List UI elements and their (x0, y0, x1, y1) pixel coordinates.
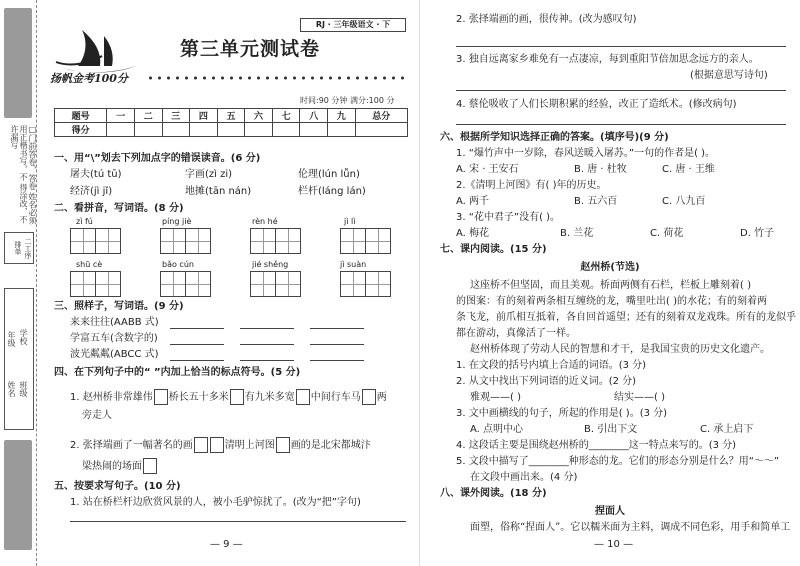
option: C. 八九百 (662, 196, 706, 207)
gray-block-bottom (4, 440, 32, 550)
time-info: 时间:90 分钟 满分:100 分 (300, 96, 395, 105)
option: B. 兰花 (560, 228, 594, 239)
answer-line[interactable] (456, 124, 786, 125)
s3-item: 来来往往(AABB 式) (70, 317, 159, 328)
s5-question-2: 2. 张择端画的画，很传神。(改为感叹句) (456, 14, 637, 25)
s6-question-3: 3. “花中君子”没有( )。 (456, 212, 561, 223)
s1-item: 字画(zì zi) (185, 169, 233, 180)
passage-line: 面塑，俗称“捏面人”。它以糯米面为主料，调成不同色彩，用手和简单工 (470, 522, 791, 533)
punct-box[interactable] (210, 437, 224, 453)
page-number-right: — 10 — (594, 539, 634, 550)
score-header-cell: 总分 (355, 109, 407, 123)
cut-line (36, 0, 37, 566)
gray-block-top (4, 8, 32, 118)
option: D. 竹子 (740, 228, 775, 239)
name-label: 姓名 (7, 381, 16, 397)
score-cell[interactable] (327, 123, 355, 137)
char-grid[interactable] (160, 228, 210, 252)
page-number-left: — 9 — (210, 539, 243, 550)
pinyin: jì suàn (340, 260, 367, 269)
s3-item: 学富五车(含数字的) (70, 333, 158, 344)
s4-question-2-cont (82, 458, 158, 474)
score-header-row (55, 109, 408, 123)
score-cell[interactable] (107, 123, 135, 137)
pinyin: jié shěng (252, 260, 289, 269)
r-question-2-a: 雅观——( ) (470, 392, 521, 403)
s5-question-3: 3. 独自远离家乡难免有一点凄凉，每到重阳节倍加思念远方的亲人。 (456, 54, 759, 65)
score-value-row (55, 123, 408, 137)
punct-box[interactable] (230, 389, 244, 405)
passage-line: 的图案：有的刻着两条相互缠绕的龙，嘴里吐出( )的水花；有的刻着两 (456, 296, 767, 307)
score-cell[interactable] (190, 123, 218, 137)
s6-question-1: 1. “爆竹声中一岁除，春风送暖入屠苏。”一句的作者是( )。 (456, 148, 716, 159)
punct-box[interactable] (296, 389, 310, 405)
option: B. 五六百 (574, 196, 618, 207)
answer-line[interactable] (310, 360, 364, 361)
r-question-3: 3. 文中画横线的句子，所起的作用是( )。(3 分) (456, 408, 668, 419)
reading2-title: 捏面人 (595, 506, 625, 517)
passage-line: 都在游动，真像活了一样。 (456, 328, 576, 339)
char-grid[interactable] (250, 271, 300, 295)
s1-item: 经济(jì jǐ) (70, 186, 113, 197)
score-header-cell: 六 (245, 109, 273, 123)
grade-label: 年级 (7, 331, 16, 347)
char-grid[interactable] (70, 228, 120, 252)
option: A. 点明中心 (470, 424, 524, 435)
option: B. 引出下文 (584, 424, 638, 435)
option: A. 宋 · 王安石 (456, 164, 519, 175)
char-grid[interactable] (160, 271, 210, 295)
answer-line[interactable] (170, 328, 224, 329)
s4-question-2 (70, 437, 371, 453)
pinyin: rèn hé (252, 217, 278, 226)
s6-question-2: 2.《清明上河图》有( )年的历史。 (456, 180, 607, 191)
section-2-title: 二、看拼音，写词语。(8 分) (54, 203, 184, 214)
passage-line: 条飞龙，前爪相互抵着，各自回首遥望；还有的刻着双龙戏珠。所有的龙似乎 (456, 312, 796, 323)
score-cell[interactable] (134, 123, 162, 137)
option: C. 唐 · 王维 (662, 164, 715, 175)
score-header-cell: 题号 (55, 109, 107, 123)
char-grid[interactable] (340, 271, 390, 295)
option: B. 唐 · 杜牧 (574, 164, 627, 175)
punct-box[interactable] (362, 389, 376, 405)
r-question-2-b: 结实——( ) (614, 392, 665, 403)
char-grid[interactable] (250, 228, 300, 252)
strip-instructions: □门前答卷，答卷 姓名必须用正楷书写，不 得涂改，不许漏写 (10, 125, 37, 225)
option: A. 两千 (456, 196, 490, 207)
answer-line[interactable] (456, 90, 786, 91)
section-5-title: 五、按要求写句子。(10 分) (54, 481, 181, 492)
passage-line: 赵州桥体现了劳动人民的智慧和才干，是我国宝贵的历史文化遗产。 (470, 344, 770, 355)
page-fold (419, 0, 420, 566)
class-label: 班级 (19, 381, 28, 397)
grade-badge: RJ · 三年级语文 · 下 (300, 18, 406, 32)
score-header-cell: 三 (162, 109, 190, 123)
s4-text: 桥长五十多米 (168, 392, 229, 403)
student-info-box (4, 288, 34, 430)
score-header-cell: 五 (217, 109, 245, 123)
pinyin: bǎo cún (162, 260, 194, 269)
pinyin: zì fú (76, 217, 93, 226)
section-8-title: 八、课外阅读。(18 分) (440, 488, 547, 499)
s4-text: 清明上河图 (224, 440, 275, 451)
score-cell[interactable] (245, 123, 273, 137)
answer-line[interactable] (456, 46, 786, 47)
reading-title: 赵州桥(节选) (580, 262, 640, 273)
s4-text: 2. 张择端画了一幅著名的画 (70, 440, 193, 451)
r-question-1: 1. 在文段的括号内填上合适的词语。(3 分) (456, 360, 647, 371)
s4-text: 有九米多宽 (244, 392, 295, 403)
option: C. 承上启下 (700, 424, 754, 435)
s4-text: 旁走人 (82, 410, 112, 421)
s1-item: 屠夫(tú tū) (70, 169, 122, 180)
punct-box[interactable] (143, 458, 157, 474)
binding-strip (0, 0, 38, 566)
r-question-5: 5. 文段中描写了________种形态的龙。它们的形态分别是什么？用“～～” (456, 456, 780, 467)
score-row-label: 得分 (55, 123, 107, 137)
section-1-title: 一、用“\”划去下列加点字的错误读音。(6 分) (54, 153, 261, 164)
section-7-title: 七、课内阅读。(15 分) (440, 244, 547, 255)
pinyin: shū cè (76, 260, 103, 269)
answer-line[interactable] (170, 360, 224, 361)
s1-item: 栏杆(láng lán) (298, 186, 366, 197)
s1-item: 伦理(lún lǚn) (298, 169, 360, 180)
pinyin: píng jiè (162, 217, 192, 226)
s4-text: 1. 赵州桥非常雄伟 (70, 392, 153, 403)
answer-line[interactable] (170, 344, 224, 345)
s4-question-1 (70, 389, 387, 405)
section-4-title: 四、在下列句子中的“ ”内加上恰当的标点符号。(5 分) (54, 367, 301, 378)
s4-text: 梁热闹的场面 (82, 461, 142, 472)
option: C. 荷花 (650, 228, 684, 239)
answer-line[interactable] (240, 344, 294, 345)
section-6-title: 六、根据所学知识选择正确的答案。(填序号)(9 分) (440, 132, 669, 143)
score-header-cell: 七 (272, 109, 300, 123)
section-3-title: 三、照样子，写词语。(9 分) (54, 301, 184, 312)
pinyin: jì lì (344, 217, 356, 226)
s5-question-4: 4. 蔡伦吸收了人们长期积累的经验，改正了造纸术。(修改病句) (456, 99, 737, 110)
score-cell[interactable] (355, 123, 407, 137)
score-cell[interactable] (217, 123, 245, 137)
char-grid[interactable] (70, 271, 120, 295)
score-cell[interactable] (300, 123, 328, 137)
page-title: 第三单元测试卷 (179, 38, 320, 60)
punct-box[interactable] (276, 437, 290, 453)
s4-text: 画的是北宋都城汴 (290, 440, 371, 451)
school-label: 学校 (19, 329, 28, 345)
punct-box[interactable] (194, 437, 208, 453)
answer-line[interactable] (310, 344, 364, 345)
s4-text: 两 (376, 392, 387, 403)
strip-label-box: 二工序 排单 (4, 232, 34, 264)
score-header-cell: 二 (134, 109, 162, 123)
answer-line[interactable] (240, 360, 294, 361)
s4-text: 中间行车马 (310, 392, 361, 403)
score-table (54, 108, 408, 137)
s5-question-1: 1. 站在桥栏杆边欣赏风景的人，被小毛驴惊扰了。(改为“把”字句) (70, 497, 361, 508)
r-question-4: 4. 这段话主要是围绕赵州桥的________这一特点来写的。(3 分) (456, 440, 737, 451)
logo-text: 扬帆金考100分 (50, 72, 128, 85)
s1-item: 地摊(tān nán) (185, 186, 252, 197)
score-header-cell: 一 (107, 109, 135, 123)
score-header-cell: 九 (327, 109, 355, 123)
s3-item: 波光粼粼(ABCC 式) (70, 349, 159, 360)
char-grid[interactable] (340, 228, 390, 252)
s5-question-3-note: (根据意思写诗句) (690, 70, 768, 81)
answer-line[interactable] (240, 328, 294, 329)
score-header-cell: 四 (190, 109, 218, 123)
r-question-5-cont: 在文段中画出来。(4 分) (470, 472, 578, 483)
score-cell[interactable] (162, 123, 190, 137)
answer-line[interactable] (70, 521, 406, 522)
score-header-cell: 八 (300, 109, 328, 123)
option: A. 梅花 (456, 228, 490, 239)
punct-box[interactable] (154, 389, 168, 405)
dotted-divider (146, 75, 408, 81)
answer-line[interactable] (310, 328, 364, 329)
r-question-2: 2. 从文中找出下列词语的近义词。(2 分) (456, 376, 637, 387)
score-cell[interactable] (272, 123, 300, 137)
passage-line: 这座桥不但坚固，而且美观。桥面两侧有石栏，栏板上雕刻着( ) (470, 280, 751, 291)
